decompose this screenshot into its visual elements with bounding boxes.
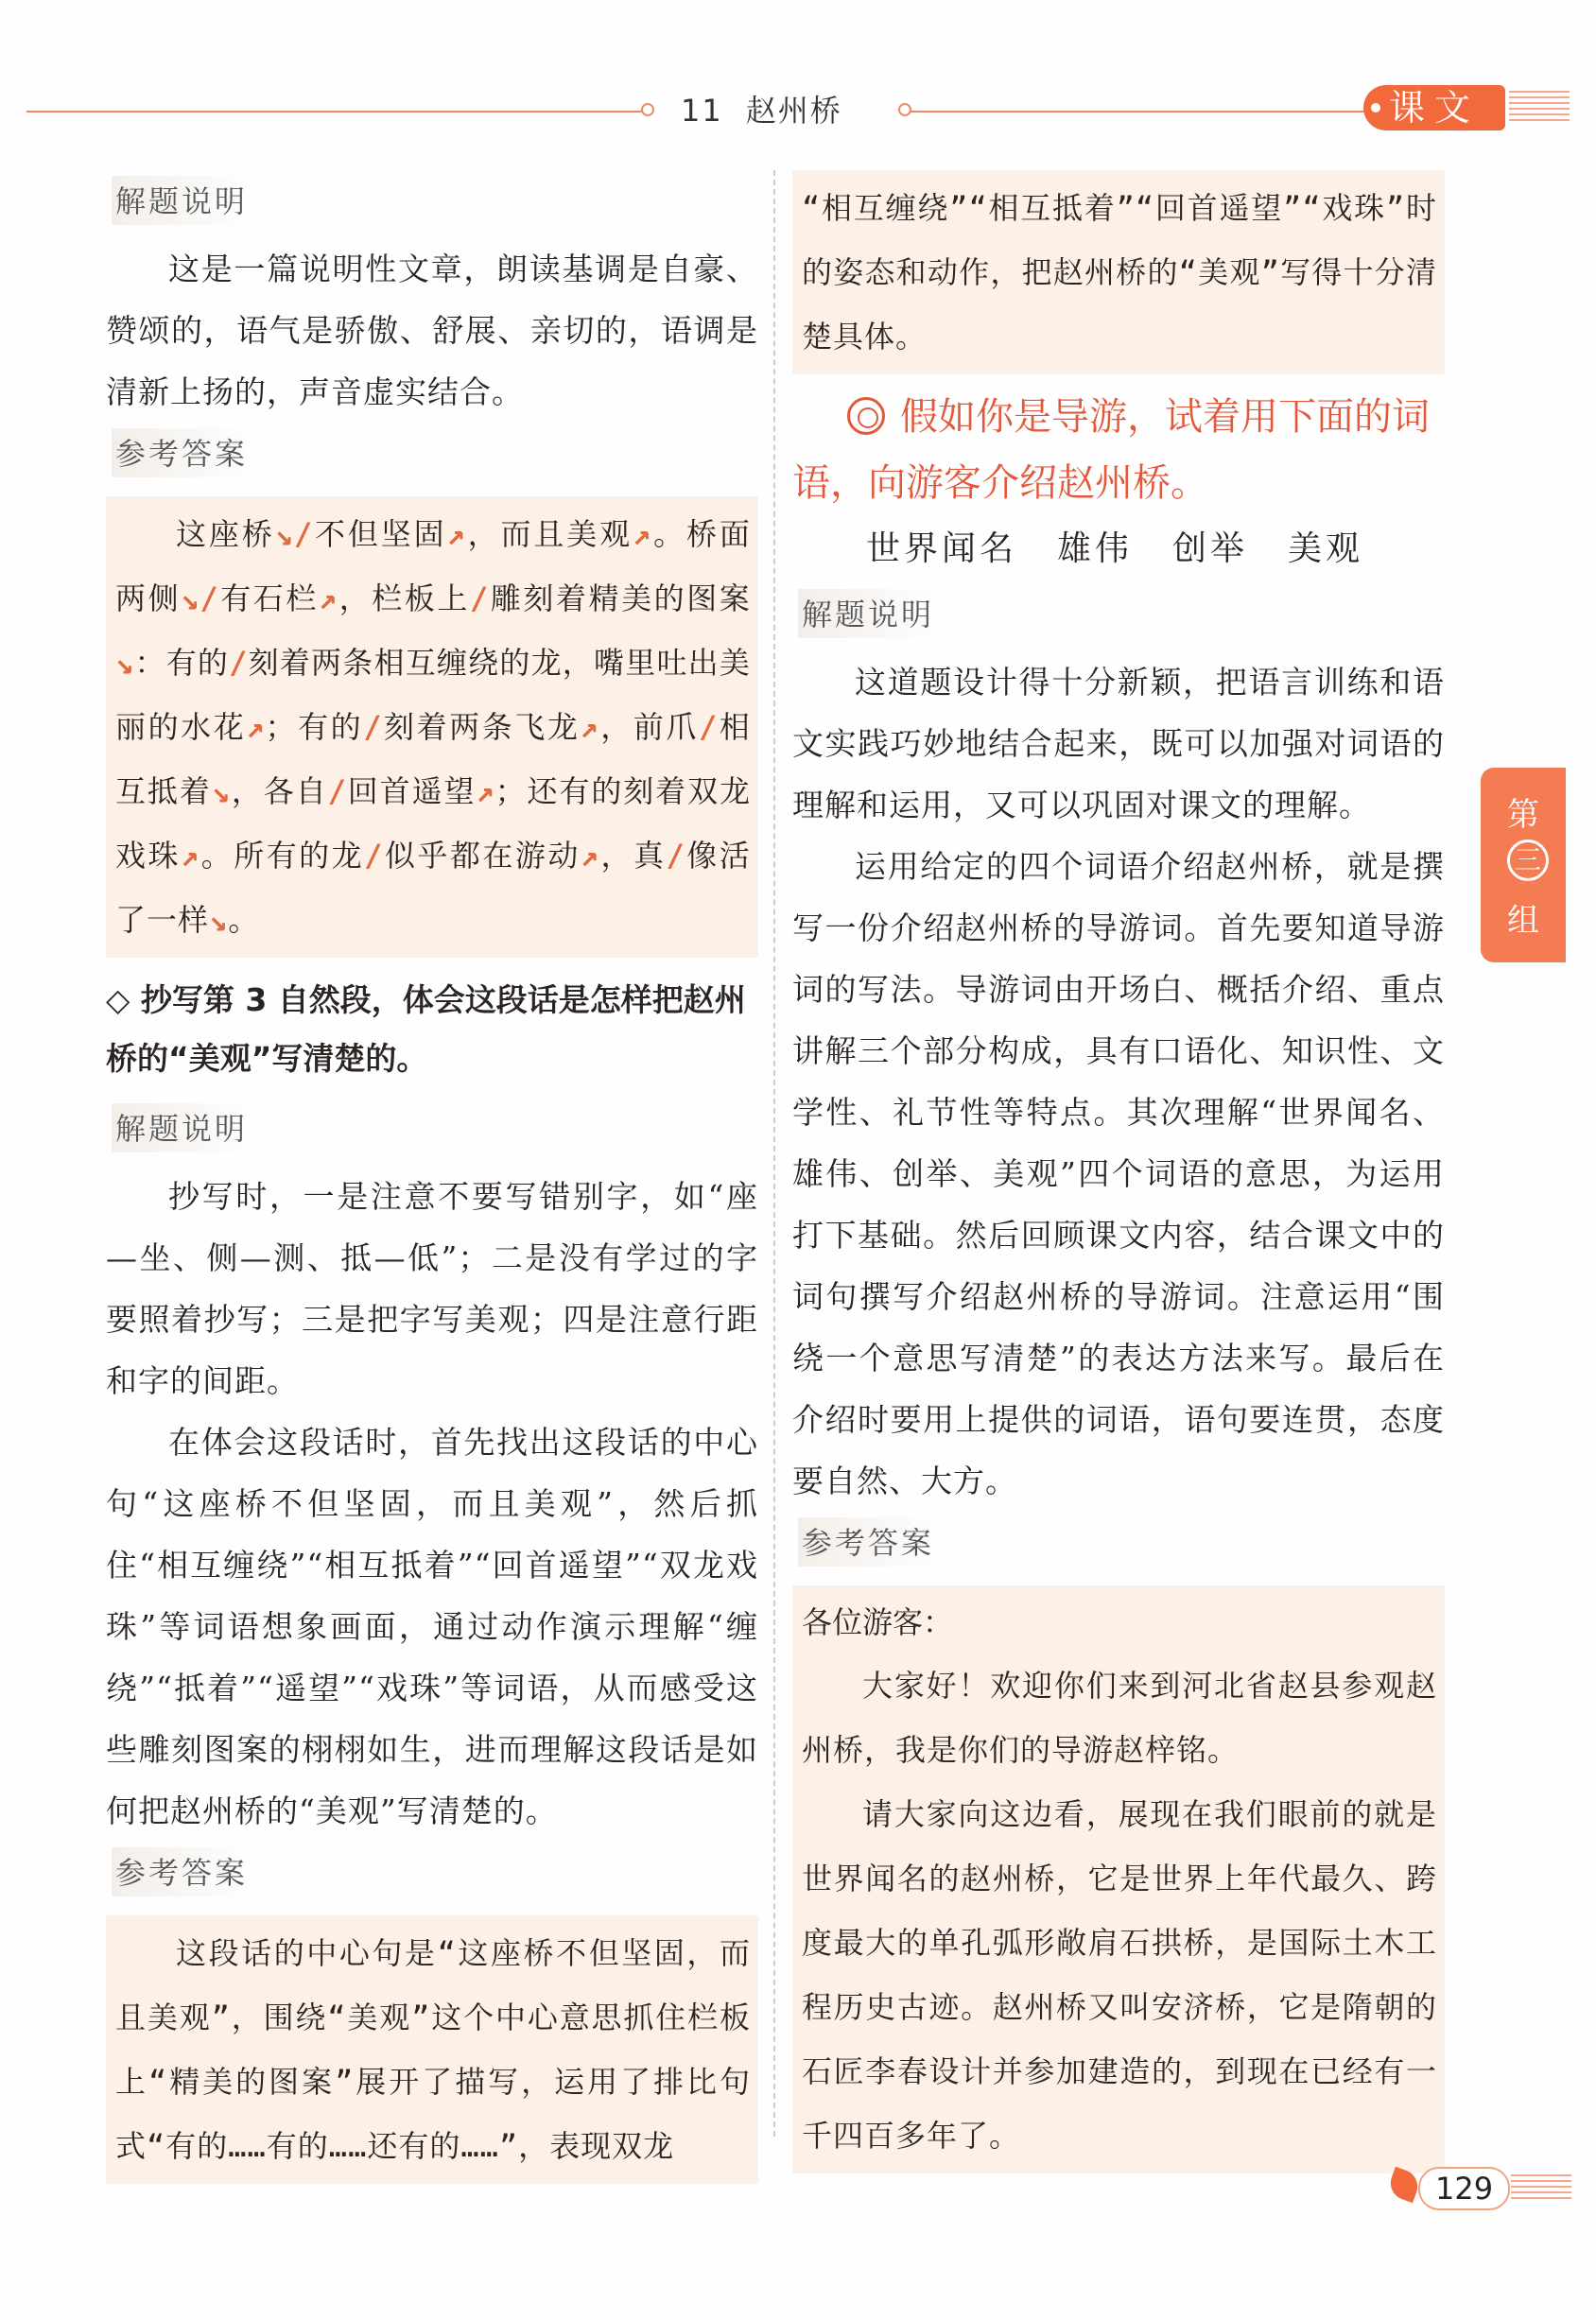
pause-mark: /: [200, 580, 219, 616]
speech-paragraph: 请大家向这边看，展现在我们眼前的就是世界闻名的赵州桥，它是世界上年代最久、跨度最大的单孔弧形敞肩石拱桥，是国际土木工程历史古迹。赵州桥又叫安济桥，它是隋朝的石匠李春设计并参加建造的，到现在已经有一千四百多年了。: [802, 1796, 1437, 2154]
copy-tips-text: 抄写时，一是注意不要写错别字，如“座—坐、侧—测、抵—低”；二是没有学过的字要照着抄写；三是把字写美观；四是注意行距和字的间距。: [106, 1178, 758, 1399]
pause-mark: /: [698, 709, 719, 745]
intonation-arrow-icon: ↗: [180, 838, 200, 874]
intonation-arrow-icon: ↗: [446, 516, 466, 552]
word-item: 世界闻名: [866, 529, 1018, 568]
task-explanation-text: 这道题设计得十分新颖，把语言训练和语文实践巧妙地结合起来，既可以加强对词语的理解和运用，又可以巩固对课文的理解。: [792, 664, 1445, 823]
speech-greeting: 各位游客：: [802, 1604, 954, 1640]
explanation-label: 解题说明: [112, 1103, 252, 1152]
explanation-label: 解题说明: [112, 176, 252, 225]
answer-box-continued: [792, 170, 1445, 374]
question-copy-paragraph: ◇ 抄写第 3 自然段，体会这段话是怎样把赵州桥的“美观”写清楚的。: [106, 981, 746, 1077]
pause-mark: /: [363, 709, 383, 745]
intonation-arrow-icon: ↗: [476, 773, 495, 809]
speech-paragraph: 大家好！欢迎你们来到河北省赵县参观赵州桥，我是你们的导游赵梓铭。: [802, 1668, 1437, 1768]
header-rule-dot-left: [641, 103, 654, 116]
guide-task: [792, 384, 1445, 516]
unit-tab-number: 三: [1507, 840, 1549, 881]
section-tag: 课文: [1363, 85, 1505, 130]
header-rule-right: [910, 111, 1373, 113]
pause-mark: /: [666, 838, 685, 874]
column-divider: [773, 170, 775, 2137]
reading-answer-text: 这座桥↘/不但坚固↗，而且美观↗。桥面两侧↘/有石栏↗，栏板上/雕刻着精美的图案↘：有的/刻着两条相互缠绕的龙，嘴里吐出美丽的水花↗；有的/刻着两条飞龙↗，前爪/相互抵着↘，各自/回首遥望↗；还有的刻着双龙戏珠↗。所有的龙/似乎都在游动↗，真/像活了一样↘。: [115, 516, 751, 938]
intonation-arrow-icon: ↗: [580, 838, 600, 874]
explanation-text: 这是一篇说明性文章，朗读基调是自豪、赞颂的，语气是骄傲、舒展、亲切的，语调是清新上扬的，声音虚实结合。: [106, 251, 758, 410]
unit-side-tab: [1481, 768, 1566, 962]
pause-mark: /: [293, 516, 314, 552]
guide-task-text: 假如你是导游，试着用下面的词语，向游客介绍赵州桥。: [792, 395, 1430, 505]
answer-label: 参考答案: [112, 428, 252, 477]
intonation-arrow-icon: ↘: [211, 773, 231, 809]
task-spiral-icon: [847, 397, 885, 435]
answer-box: [106, 1915, 758, 2184]
answer-box: [106, 496, 758, 958]
answer-label: 参考答案: [798, 1517, 938, 1567]
guide-writing-method-text: 运用给定的四个词语介绍赵州桥，就是撰写一份介绍赵州桥的导游词。首先要知道导游词的写法。导游词由开场白、概括介绍、重点讲解三个部分构成，具有口语化、知识性、文学性、礼节性等特点。其次理解“世界闻名、雄伟、创举、美观”四个词语的意思，为运用打下基础。然后回顾课文内容，结合课文中的词句撰写介绍赵州桥的导游词。注意运用“围绕一个意思写清楚”的表达方法来写。最后在介绍时要用上提供的词语，语句要连贯，态度要自然、大方。: [792, 848, 1445, 1499]
intonation-arrow-icon: ↗: [318, 580, 338, 616]
unit-tab-suffix: 组: [1507, 902, 1539, 940]
appreciation-text: 在体会这段话时，首先找出这段话的中心句“这座桥不但坚固，而且美观”，然后抓住“相互缠绕”“相互抵着”“回首遥望”“双龙戏珠”等词语想象画面，通过动作演示理解“缠绕”“抵着”“遥望”“戏珠”等词语，从而感受这些雕刻图案的栩栩如生，进而理解这段话是如何把赵州桥的“美观”写清楚的。: [106, 1424, 758, 1829]
pause-mark: /: [327, 773, 347, 809]
tag-dot-icon: [1371, 103, 1380, 113]
intonation-arrow-icon: ↘: [181, 580, 200, 616]
given-words: [866, 522, 1445, 570]
left-column: [106, 170, 758, 2193]
word-item: 创举: [1172, 529, 1249, 568]
lesson-number: 11: [681, 93, 723, 129]
explanation-label: 解题说明: [798, 589, 938, 638]
lesson-title: 赵州桥: [745, 93, 842, 129]
answer-label: 参考答案: [112, 1847, 252, 1896]
intonation-arrow-icon: ↘: [115, 645, 135, 681]
header-rule-dot-right: [898, 103, 911, 116]
pause-mark: /: [229, 645, 249, 681]
intonation-arrow-icon: ↗: [246, 709, 266, 745]
pause-mark: /: [364, 838, 384, 874]
word-item: 雄伟: [1057, 529, 1134, 568]
intonation-arrow-icon: ↘: [274, 516, 294, 552]
pause-mark: /: [469, 580, 490, 616]
intonation-arrow-icon: ↗: [633, 516, 652, 552]
central-sentence-answer: 这段话的中心句是“这座桥不但坚固，而且美观”，围绕“美观”这个中心意思抓住栏板上“精美的图案”展开了描写，运用了排比句式“有的……有的……还有的……”，表现双龙: [115, 1935, 751, 2164]
header-rule-left: [26, 111, 647, 113]
guide-speech-box: [792, 1585, 1445, 2173]
footer-stripes-decoration: [1511, 2174, 1571, 2203]
unit-tab-prefix: 第: [1507, 796, 1539, 834]
header-stripes-decoration: [1509, 91, 1570, 125]
page-number: 129: [1418, 2167, 1510, 2210]
intonation-arrow-icon: ↘: [209, 902, 229, 938]
word-item: 美观: [1288, 529, 1364, 568]
right-column: [792, 170, 1445, 2183]
lesson-heading: [681, 87, 842, 130]
intonation-arrow-icon: ↗: [580, 709, 599, 745]
central-sentence-answer-continued: “相互缠绕”“相互抵着”“回首遥望”“戏珠”时的姿态和动作，把赵州桥的“美观”写得十分清楚具体。: [802, 190, 1437, 355]
